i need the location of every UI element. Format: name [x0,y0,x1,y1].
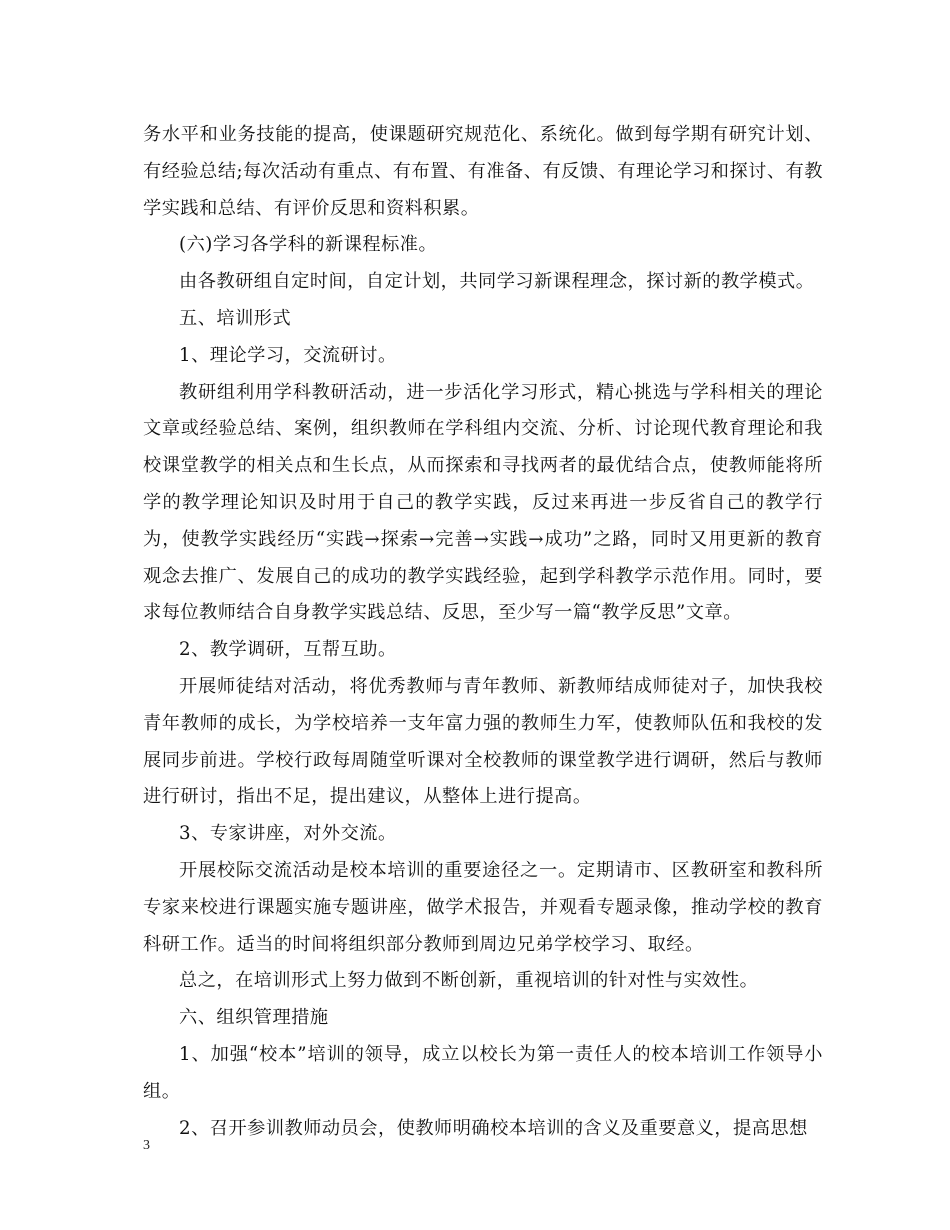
paragraph-continuation: 务水平和业务技能的提高，使课题研究规范化、系统化。做到每学期有研究计划、有经验总结;每次活动有重点、有布置、有准备、有反馈、有理论学习和探讨、有教学实践和总结、有评价反思和资料积累。 [143,124,823,219]
paragraph-expert-lectures: 开展校际交流活动是校本培训的重要途径之一。定期请市、区教研室和教科所专家来校进行课题实施专题讲座，做学术报告，并观看专题录像，推动学校的教育科研工作。适当的时间将组织部分教师到周边兄弟学校学习、取经。 [143,859,823,955]
section-heading-curriculum-standards: (六)学习各学科的新课程标准。 [179,234,438,256]
document-body [143,117,823,1147]
paragraph-curriculum-study: 由各教研组自定时间，自定计划，共同学习新课程理念，探讨新的教学模式。 [179,271,815,293]
paragraph-teaching-research: 开展师徒结对活动，将优秀教师与青年教师、新教师结成师徒对子，加快我校青年教师的成长，为学校培养一支年富力强的教师生力军，使教师队伍和我校的发展同步前进。学校行政每周随堂听课对全校教师的课堂教学进行调研，然后与教师进行研讨，指出不足，提出建议，从整体上进行提高。 [143,675,823,808]
paragraph-measure-leadership: 1、加强“校本”培训的领导，成立以校长为第一责任人的校本培训工作领导小组。 [143,1043,823,1102]
section-heading-management-measures: 六、组织管理措施 [179,1007,329,1029]
subheading-teaching-research: 2、教学调研，互帮互助。 [179,639,397,661]
subheading-expert-lectures: 3、专家讲座，对外交流。 [179,823,397,845]
paragraph-summary: 总之，在培训形式上努力做到不断创新，重视培训的针对性与实效性。 [179,970,759,992]
section-heading-training-forms: 五、培训形式 [179,307,292,329]
page-number: 3 [143,1138,150,1153]
subheading-theory-study: 1、理论学习，交流研讨。 [179,344,397,366]
paragraph-theory-study: 教研组利用学科教研活动，进一步活化学习形式，精心挑选与学科相关的理论文章或经验总结、案例，组织教师在学科组内交流、分析、讨论现代教育理论和我校课堂教学的相关点和生长点，从而探索和寻找两者的最优结合点，使教师能将所学的教学理论知识及时用于自己的教学实践，反过来再进一步反省自己的教学行为，使教学实践经历“实践→探索→完善→实践→成功”之路，同时又用更新的教育观念去推广、发展自己的成功的教学实践经验，起到学科教学示范作用。同时，要求每位教师结合自身教学实践总结、反思，至少写一篇“教学反思”文章。 [143,381,823,624]
paragraph-measure-mobilization: 2、召开参训教师动员会，使教师明确校本培训的含义及重要意义，提高思想 [179,1117,808,1139]
